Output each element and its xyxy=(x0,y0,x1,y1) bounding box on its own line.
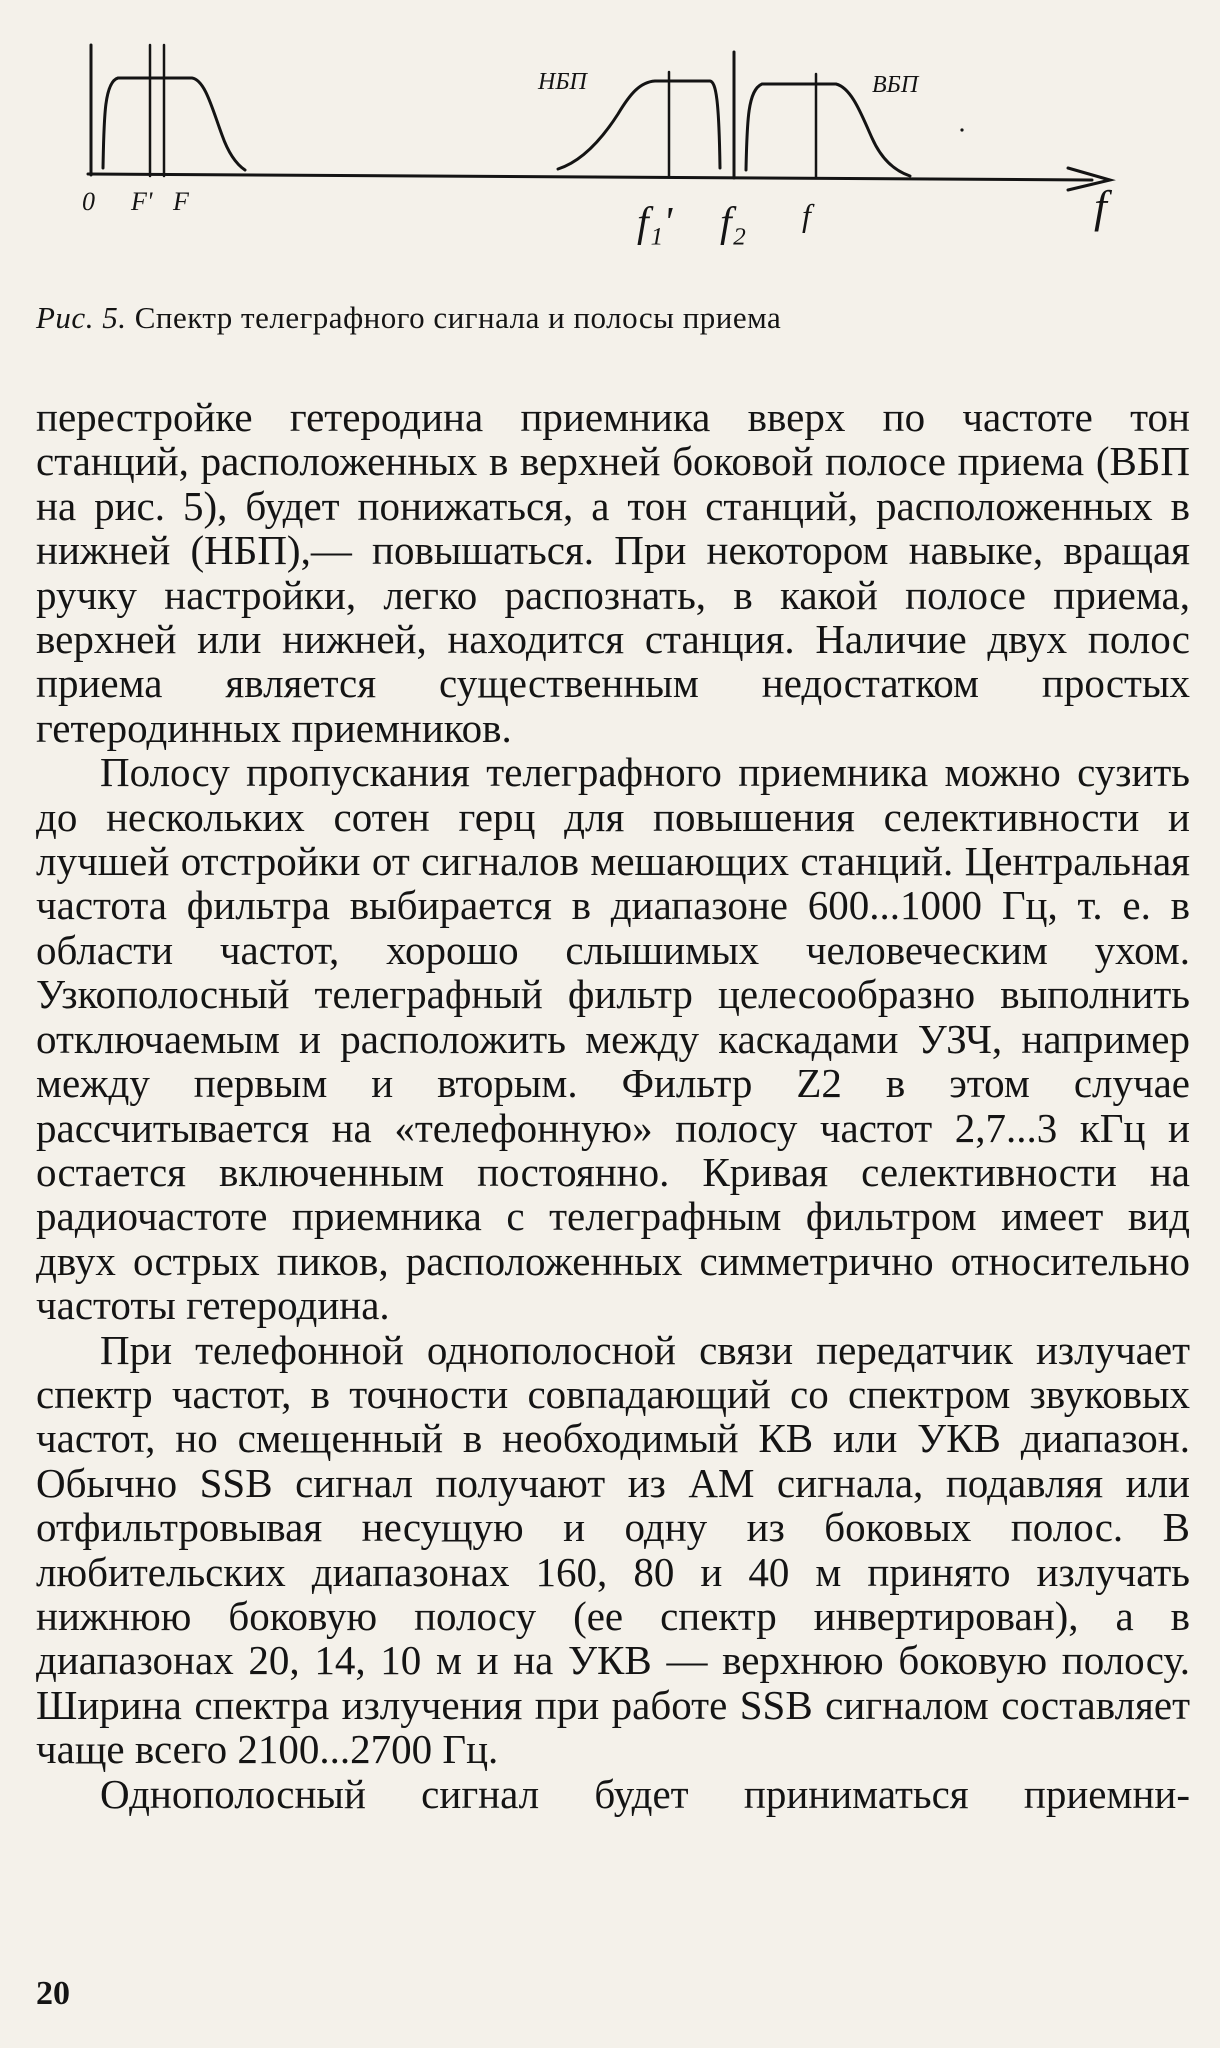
paragraph-1: перестройке гетеродина приемника вверх по частоте тон станций, расположенных в верхней боковой полосе приема (ВБП на рис. 5), будет понижаться, а тон станций, расположенных в нижней (НБП),— повышаться. При некотором навыке, вращая ручку настройки, легко распознать, в какой полосе приема, верхней или нижней, находится станция. Наличие двух полос приема является существенным недостатком простых гетеродинных приемников. xyxy=(36,394,1190,751)
label-axis-f: f xyxy=(1094,181,1107,232)
paragraph-2: Полосу пропускания телеграфного приемника можно сузить до нескольких сотен герц для повышения селективности и лучшей отстройки от сигналов мешающих станций. Центральная частота фильтра выбирается в диапазоне 600...1000 Гц, т. е. в области частот, хорошо слышимых человеческим ухом. Узкополосный телеграфный фильтр целесообразно выполнить отключаемым и расположить между каскадами УЗЧ, например между первым и вторым. Фильтр Z2 в этом случае рассчитывается на «телефонную» полосу частот 2,7...3 кГц и остается включенным постоянно. Кривая селективности на радиочастоте приемника с телеграфным фильтром имеет вид двух острых пиков, расположенных симметрично относительно частоты гетеродина. xyxy=(36,749,1190,1329)
figure-caption xyxy=(36,298,1196,338)
caption-label: Рис. 5. xyxy=(36,300,127,335)
spectrum-figure xyxy=(0,0,1220,270)
label-f-cap: F xyxy=(173,187,189,216)
label-vbp: ВБП xyxy=(872,72,919,98)
label-f1-prime: f₁' xyxy=(637,200,673,246)
frequency-axis xyxy=(88,174,1092,180)
label-f2: f₂ xyxy=(720,200,747,246)
label-f-prime: F' xyxy=(131,187,153,216)
label-zero: 0 xyxy=(82,187,95,216)
label-nbp: НБП xyxy=(538,69,587,95)
paragraph-3: При телефонной однополосной связи передатчик излучает спектр частот, в точности совпадающий со спектром звуковых частот, но смещенный в необходимый КВ или УКВ диапазон. Обычно SSB сигнал получают из АМ сигнала, подавляя или отфильтровывая несущую и одну из боковых полос. В любительских диапазонах 160, 80 и 40 м принято излучать нижнюю боковую полосу (ее спектр инвертирован), а в диапазонах 20, 14, 10 м и на УКВ — верхнюю боковую полосу. Ширина спектра излучения при работе SSB сигналом составляет чаще всего 2100...2700 Гц. xyxy=(36,1326,1190,1773)
caption-text: Спектр телеграфного сигнала и полосы приема xyxy=(134,300,782,335)
page-number: 20 xyxy=(36,1975,70,2012)
stray-dot xyxy=(960,128,963,131)
body-text xyxy=(36,395,1190,1816)
label-f-small: f xyxy=(802,197,811,233)
baseband-spectrum-curve xyxy=(103,78,245,170)
paragraph-4: Однополосный сигнал будет приниматься приемни- xyxy=(100,1770,1190,1817)
